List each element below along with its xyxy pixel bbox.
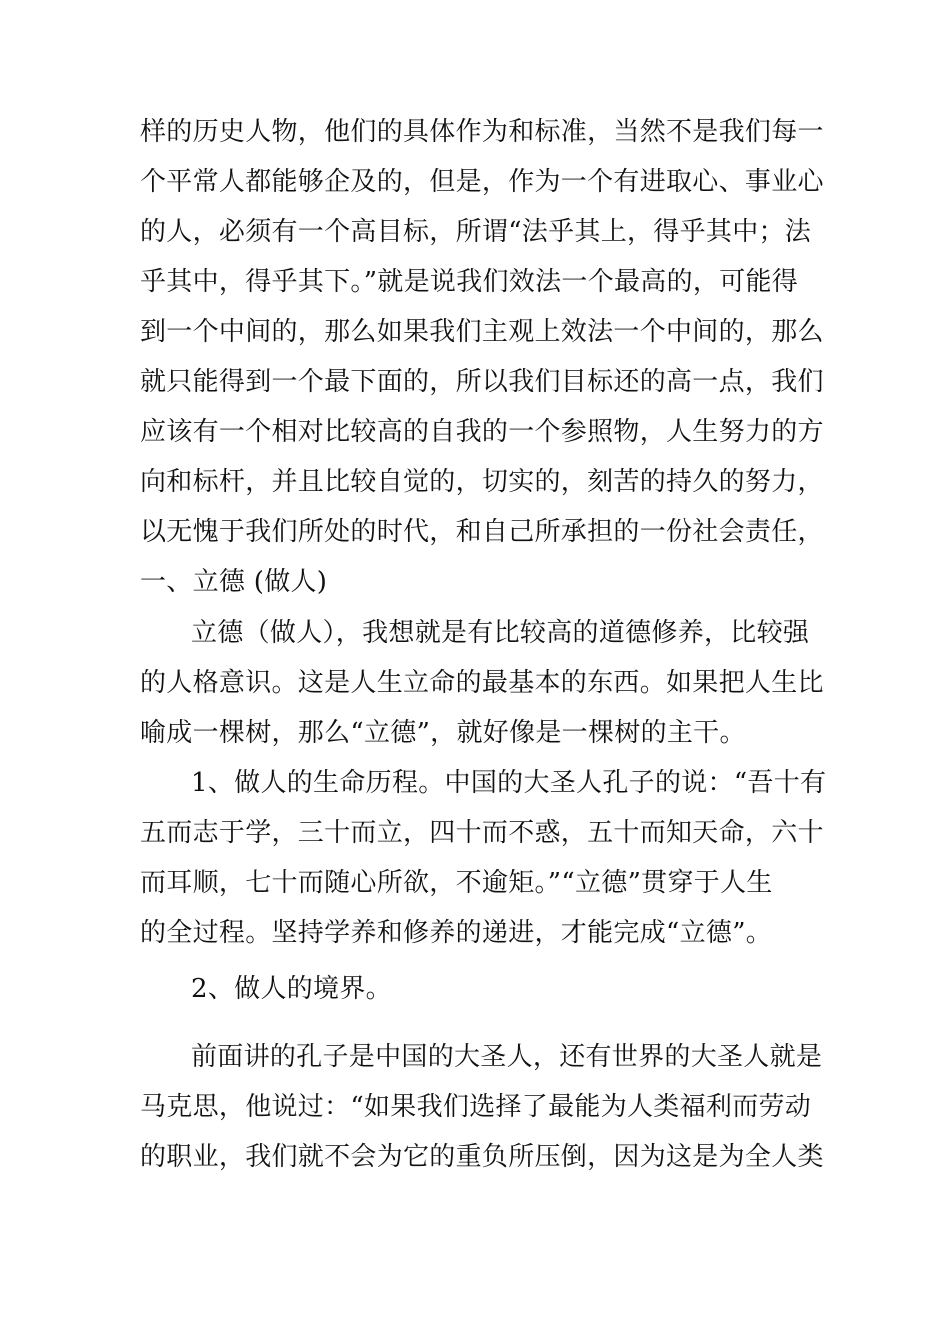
- text-line: 喻成一棵树，那么“立德”，就好像是一棵树的主干。: [140, 718, 746, 748]
- text-line: 样的历史人物，他们的具体作为和标准，当然不是我们每一: [140, 117, 824, 147]
- text-line: 向和标杆，并且比较自觉的，切实的，刻苦的持久的努力，: [140, 467, 824, 497]
- paragraph-first-line: 前面讲的孔子是中国的大圣人，还有世界的大圣人就是: [191, 1042, 823, 1072]
- text-line: 的人格意识。这是人生立命的最基本的东西。如果把人生比: [140, 668, 824, 698]
- text-line: 到一个中间的，那么如果我们主观上效法一个中间的，那么: [140, 317, 824, 347]
- text-line: 以无愧于我们所处的时代，和自己所承担的一份社会责任，: [140, 517, 824, 547]
- text-line: 乎其中，得乎其下。”就是说我们效法一个最高的，可能得: [140, 267, 799, 297]
- section-heading: 一、立德 (做人): [140, 567, 328, 597]
- text-line: 的职业，我们就不会为它的重负所压倒，因为这是为全人类: [140, 1142, 824, 1172]
- text-line: 应该有一个相对比较高的自我的一个参照物，人生努力的方: [140, 417, 824, 447]
- text-line: 的全过程。坚持学养和修养的递进，才能完成“立德”。: [140, 918, 773, 948]
- subsection-heading: 2、做人的境界。: [191, 974, 392, 1004]
- text-line: 马克思，他说过：“如果我们选择了最能为人类福利而劳动: [140, 1092, 812, 1122]
- text-line: 而耳顺，七十而随心所欲，不逾矩。”“立德”贯穿于人生: [140, 868, 773, 898]
- text-line: 的人，必须有一个高目标，所谓“法乎其上，得乎其中；法: [140, 217, 812, 247]
- paragraph-first-line: 1、做人的生命历程。中国的大圣人孔子的说：“吾十有: [191, 768, 827, 798]
- paragraph-first-line: 立德（做人），我想就是有比较高的道德修养，比较强: [191, 618, 810, 648]
- text-line: 五而志于学，三十而立，四十而不惑，五十而知天命，六十: [140, 818, 824, 848]
- text-line: 个平常人都能够企及的，但是，作为一个有进取心、事业心: [140, 167, 824, 197]
- text-line: 就只能得到一个最下面的，所以我们目标还的高一点，我们: [140, 367, 824, 397]
